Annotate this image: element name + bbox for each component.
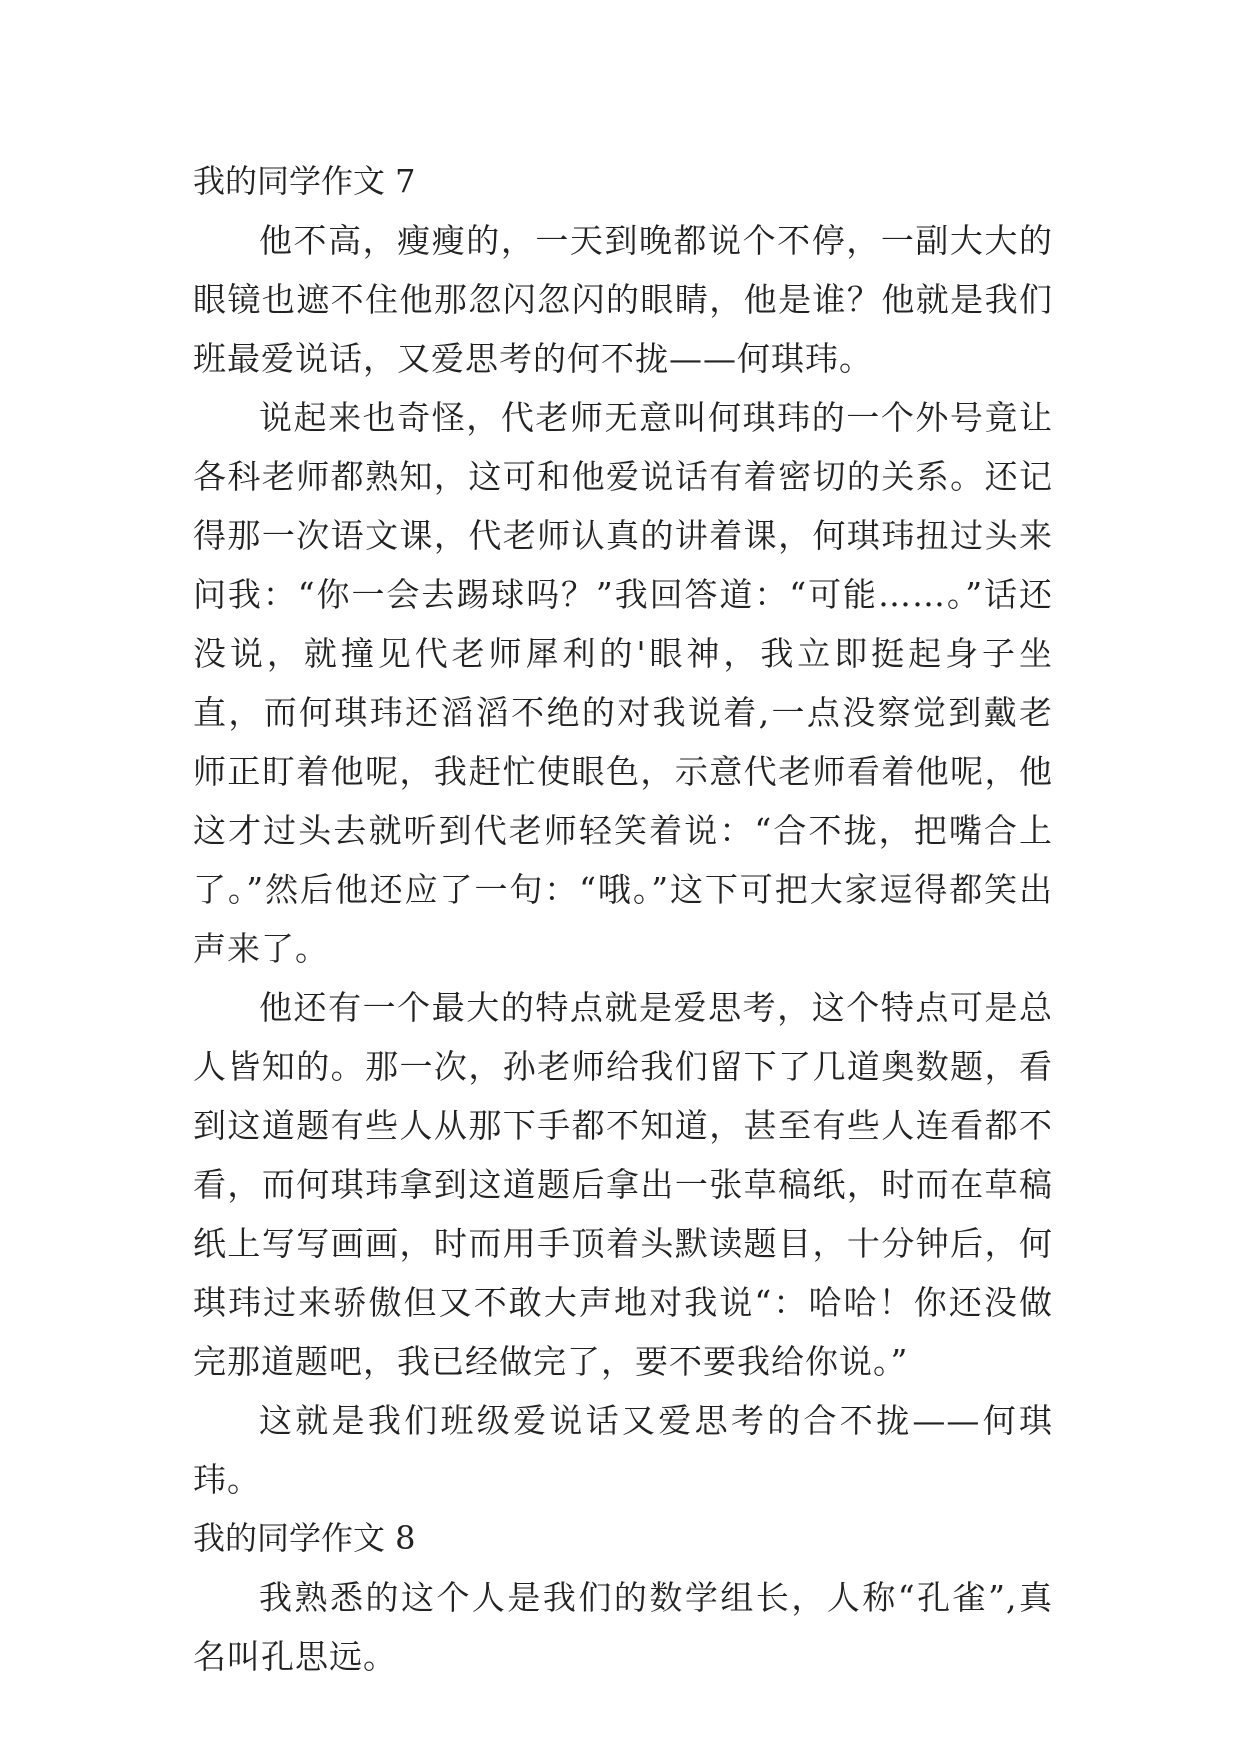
- essay-7-paragraph-4: 这就是我们班级爱说话又爱思考的合不拢——何琪玮。: [193, 1401, 1053, 1499]
- essay-7-paragraph-1: 他不高，瘦瘦的，一天到晚都说个不停，一副大大的眼镜也遮不住他那忽闪忽闪的眼睛，他是谁？他就是我们班最爱说话，又爱思考的何不拢——何琪玮。: [193, 221, 1053, 378]
- essay-title-7: 我的同学作文 7: [193, 162, 416, 200]
- essay-7-paragraph-3: 他还有一个最大的特点就是爱思考，这个特点可是总人皆知的。那一次，孙老师给我们留下了几道奥数题，看到这道题有些人从那下手都不知道，甚至有些人连看都不看，而何琪玮拿到这道题后拿出一张草稿纸，时而在草稿纸上写写画画，时而用手顶着头默读题目，十分钟后，何琪玮过来骄傲但又不敢大声地对我说“：哈哈！你还没做完那道题吧，我已经做完了，要不要我给你说。”: [193, 988, 1053, 1381]
- essay-8-paragraph-1: 我熟悉的这个人是我们的数学组长，人称“孔雀”,真名叫孔思远。: [193, 1578, 1053, 1676]
- essay-7-paragraph-2: 说起来也奇怪，代老师无意叫何琪玮的一个外号竟让各科老师都熟知，这可和他爱说话有着密切的关系。还记得那一次语文课，代老师认真的讲着课，何琪玮扭过头来问我：“你一会去踢球吗？”我回答道：“可能……。”话还没说，就撞见代老师犀利的'眼神，我立即挺起身子坐直，而何琪玮还滔滔不绝的对我说着,一点没察觉到戴老师正盯着他呢，我赶忙使眼色，示意代老师看着他呢，他这才过头去就听到代老师轻笑着说：“合不拢，把嘴合上了。”然后他还应了一句：“哦。”这下可把大家逗得都笑出声来了。: [193, 398, 1053, 968]
- document-page: [193, 152, 1053, 1686]
- essay-title-8: 我的同学作文 8: [193, 1519, 416, 1557]
